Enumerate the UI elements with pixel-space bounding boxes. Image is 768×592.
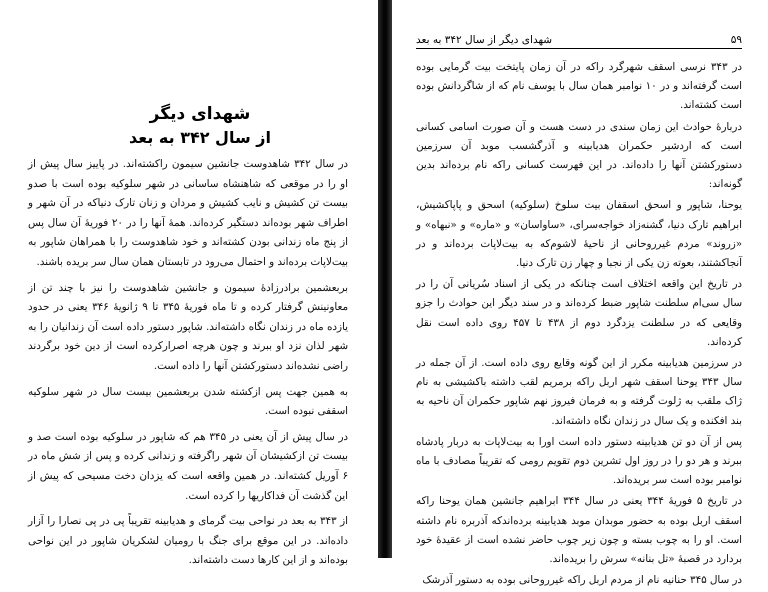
paragraph: پس از آن دو تن هدیابینه دستور داده است اورا به بیت‌لاپات به دربار پادشاه ببرند و هر دو را در روز اول تشرین دوم تقویم رومی که تقریباً مصادف با ماه نوامبر بوده است سر بریده‌اند. (416, 435, 742, 487)
left-page-body (28, 155, 348, 577)
paragraph: در سال ۳۴۵ حنانیه نام از مردم اربل راکه غیرروحانی بوده به دستور آذرشک (422, 574, 742, 587)
paragraph: در سال ۳۴۲ شاهدوست جانشین سیمون راکشته‌اند. در پاییز سال پیش از او را در موقعی که شاهنشاه ساسانی در شهر سلوکیه بوده است با صدو بیست تن کشیش و نایب کشیش و مردان و زنان تارک دنیاکه در آن شهر و اطراف شهر بوده‌اند دستگیر کرده‌اند. همهٔ آنها را در ۲۰ فوریهٔ آن سال پس از پنج ماه زندانی بودن کشته‌اند و خود شاهدوست را با همراهان شاپور به بیت‌لاپات برده‌اند و احتمال می‌رود در تابستان همان سال سر بریده باشند. (28, 158, 348, 268)
right-page (392, 0, 768, 587)
page-number: ۵۹ (730, 34, 742, 46)
book-spine (378, 0, 392, 558)
chapter-title: شهدای دیگر (149, 104, 251, 124)
paragraph: بربعشمین برادرزادهٔ سیمون و جانشین شاهدوست را نیز با چند تن از معاونینش گرفتار کرده و تا ماه فوریهٔ ۳۴۵ تا ۹ ژانویهٔ ۳۴۶ یعنی در حدود یازده ماه در زندان نگاه داشته‌اند. شاپور دستور داده است آن زندانیان را به شهر لذان نزد او ببرند و چون هرچه اصرارکرده است از دین خود برگردند راضی نشده‌اند دستورکشتن آنها را داده است. (28, 281, 348, 372)
running-header: شهدای دیگر از سال ۳۴۲ به بعد (416, 34, 553, 46)
page-header (416, 34, 742, 49)
paragraph: به همین جهت پس ازکشته شدن بربعشمین بیست سال در شهر سلوکیه اسقفی نبوده است. (28, 385, 348, 418)
paragraph: از ۳۴۳ به بعد در نواحی بیت گرمای و هدیابینه تقریباً پی در پی نصارا را آزار داده‌اند. در این موقع برای جنگ با رومیان لشکریان شاپور در این نواحی بوده‌اند و از این کارها دست داشته‌اند. (28, 515, 348, 567)
paragraph: در سال پیش از آن یعنی در ۳۴۵ هم که شاپور در سلوکیه بوده است صد و بیست تن ازکشیشان آن شهر راگرفته و زندانی کرده و پس از شش ماه در ۶ آوریل کشته‌اند. در همین واقعه است که یزدان دخت مسیحی که پیش از این گذشت آن فداکاریها را کرده است. (28, 430, 348, 502)
paragraph: در تاریخ ۵ فوریهٔ ۳۴۴ یعنی در سال ۳۴۴ ابراهیم جانشین همان یوحنا راکه اسقف اربل بوده به حضور موبدان موبد هدیابینه برده‌اندکه آذربره نام داشته است. او را به چوب بسته و چون زیر چوب حاضر نشده است از عقیدهٔ خود بردارد در قصبهٔ «تل بنانه» سرش را بریده‌اند. (416, 495, 742, 566)
left-page (0, 0, 378, 567)
paragraph: یوحنا، شاپور و اسحق اسقفان بیت سلوخ (سلوکیه) اسحق و پاپاکشیش، ابراهیم تارک دنیا، گشنه‌زاد خواجه‌سرای، «ساواسان» و «ماره» و «نبهاه» و «زروند» مردم غیرروحانی از ناحیهٔ لاشوم‌که به بیت‌لاپات برده‌اند و در آنجاکشتند، بعوته زن یکی از نجبا و چهار زن تارک دنیا. (416, 199, 742, 270)
paragraph: دربارهٔ حوادث این زمان سندی در دست هست و آن صورت اسامی کسانی است که اردشیر حکمران هدیابینه و آذرگشسب موبد آن سرزمین دستورکشتن آنها را داده‌اند. در این فهرست کسانی راکه نام برده‌اند بدین گونه‌اند: (416, 120, 742, 191)
paragraph: در سرزمین هدیابینه مکرر از این گونه وقایع روی داده است. از آن جمله در سال ۳۴۳ یوحنا اسقف شهر اربل راکه برمریم لقب داشته باکشیشی به نام ژاک ملقب به ژلوت گرفته و به فرمان فیروز نهم شاپور حکمران آن ناحیه به بند افکنده و یک سال در زندان نگاه داشته‌اند. (416, 357, 742, 427)
paragraph: در ۳۴۳ نرسی اسقف شهرگرد راکه در آن زمان پایتخت بیت گرمایی بوده است گرفته‌اند و در ۱۰ نوامبر همان سال با یوسف نام که از شاگردانش بوده است کشته‌اند. (416, 61, 742, 112)
right-page-body (416, 58, 742, 592)
chapter-subtitle: از سال ۳۴۲ به بعد (129, 128, 271, 147)
paragraph: در تاریخ این واقعه اختلاف است چنانکه در یکی از اسناد سُریانی آن را در سال سی‌ام سلطنت شاپور ضبط کرده‌اند و در سند دیگر این حوادث را جزو وقایعی که در سلطنت یزدگرد دوم از ۴۳۸ تا ۴۵۷ روی داده است نقل کرده‌اند. (416, 278, 743, 348)
